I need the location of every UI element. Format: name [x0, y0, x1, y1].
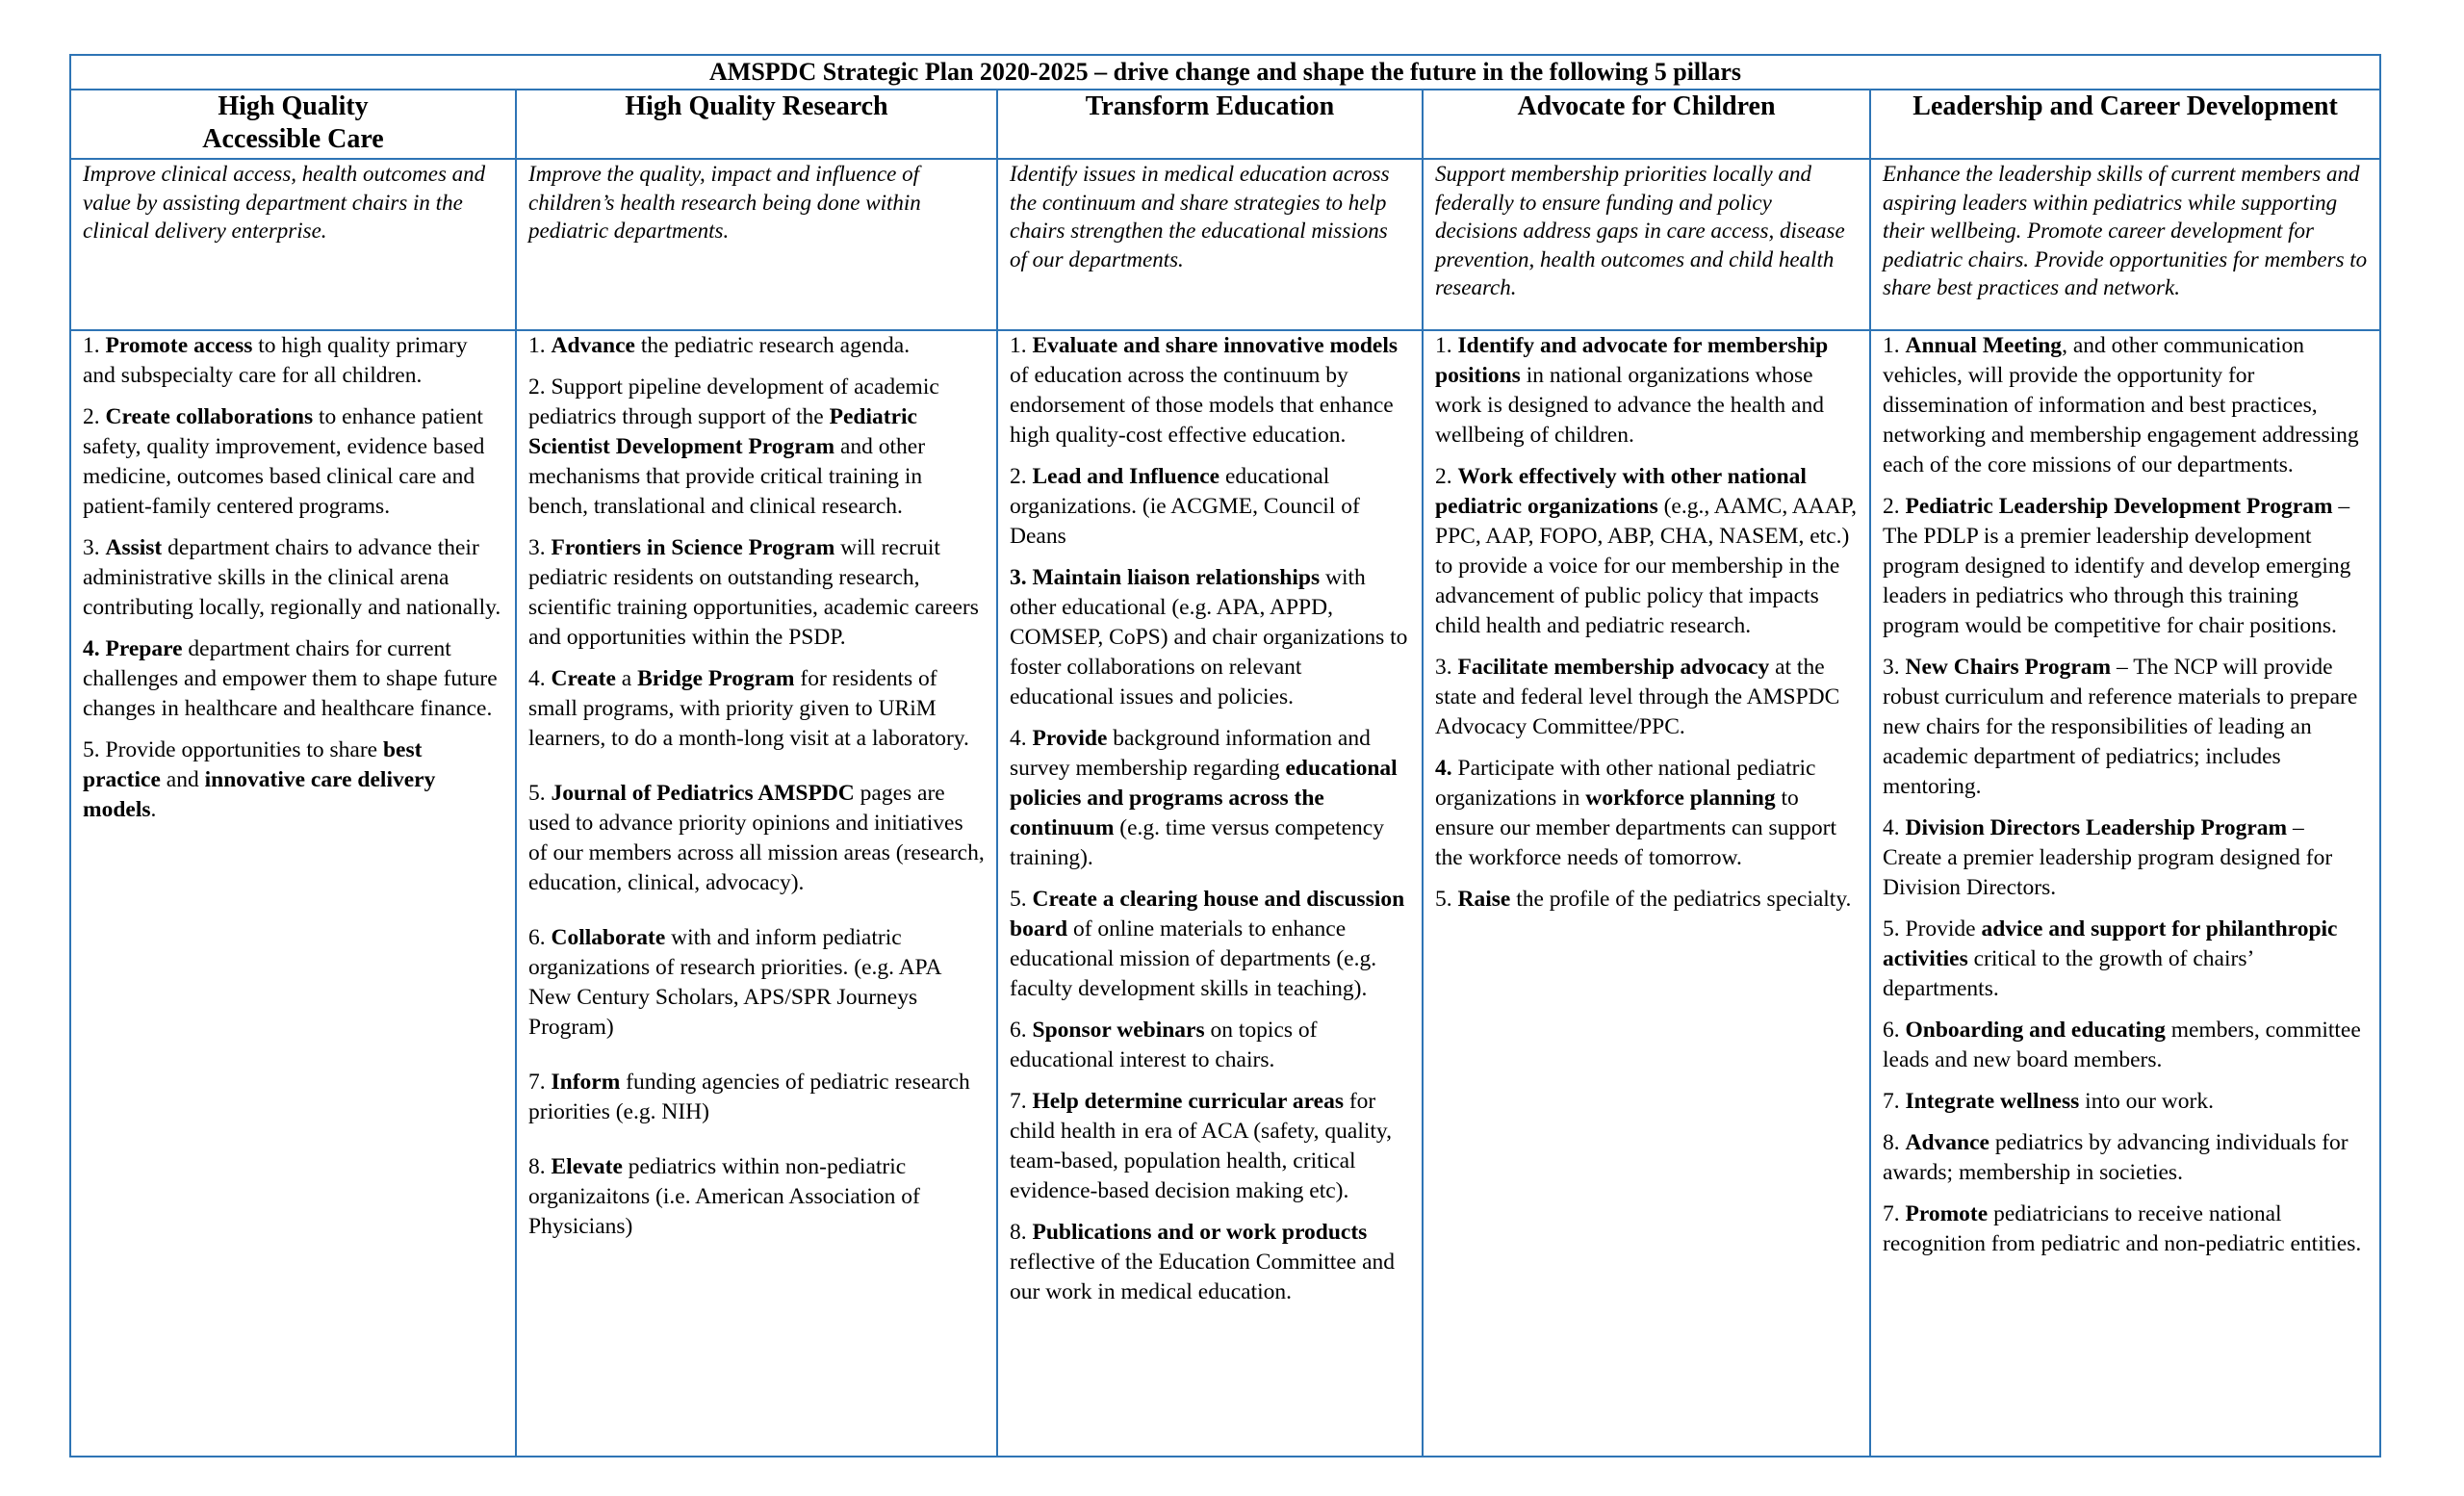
pillar-items-advocacy [1423, 330, 1870, 1457]
item-spacer [528, 910, 985, 923]
pillar-item [528, 779, 985, 898]
item-text: 6. [528, 925, 552, 950]
item-text: on topics of educational interest to chairs. [1010, 1018, 1318, 1072]
item-text: 5. [1010, 887, 1033, 912]
item-bold-text: 3. Maintain liaison relationships [1010, 565, 1321, 590]
item-bold-text: New Chairs Program [1905, 655, 2112, 680]
item-bold-text: innovative care delivery models [83, 767, 436, 822]
item-bold-text: Lead and Influence [1032, 464, 1220, 489]
item-text: 4. [528, 666, 552, 691]
item-text: 1. [1883, 333, 1906, 358]
item-text: to ensure our member departments can support the workforce needs of tomorrow. [1435, 786, 1836, 870]
pillar-item [528, 1068, 985, 1127]
item-text: . [150, 797, 157, 822]
pillar-item [528, 923, 985, 1043]
pillar-item [83, 735, 503, 825]
item-bold-text: Onboarding and educating [1905, 1018, 2166, 1043]
item-text: (e.g., AAMC, AAAP, PPC, AAP, FOPO, ABP, CHA, NASEM, etc.) to provide a voice for our membership in the advancement of public policy that impacts child health and pediatric research. [1435, 494, 1858, 638]
item-text: will recruit pediatric residents on outstanding research, scientific training opportunities, academic careers and opportunities within the PSDP. [528, 535, 979, 650]
item-text: background information and survey membership regarding [1010, 726, 1371, 781]
pillar-header-leadership: Leadership and Career Development [1870, 90, 2380, 159]
item-text: 1. [1435, 333, 1458, 358]
item-bold-text: best practice [83, 737, 423, 792]
pillar-item [1010, 1087, 1410, 1206]
item-bold-text: Inform [551, 1070, 621, 1095]
item-text: to high quality primary and subspecialty care for all children. [83, 333, 468, 388]
strategic-plan-table [69, 54, 2381, 1457]
item-text: 3. [83, 535, 106, 560]
pillar-item [83, 533, 503, 623]
pillar-item [1883, 1199, 2368, 1259]
item-bold-text: Work effectively with other national pediatric organizations [1435, 464, 1807, 519]
pillar-items-research [516, 330, 997, 1457]
item-bold-text: Facilitate membership advocacy [1457, 655, 1770, 680]
pillar-item [1883, 1087, 2368, 1117]
item-text: the pediatric research agenda. [634, 333, 911, 358]
item-bold-text: advice and support for philanthropic activities [1883, 916, 2338, 971]
pillar-description-row [70, 159, 2380, 330]
pillar-item [1010, 331, 1410, 451]
item-text: critical to the growth of chairs’ departments. [1883, 946, 2253, 1001]
item-bold-text: Journal of Pediatrics AMSPDC [551, 781, 855, 806]
pillar-description-advocacy: Support membership priorities locally and federally to ensure funding and policy decisions address gaps in care access, disease prevention, health outcomes and child health research. [1423, 159, 1870, 330]
item-text: of education across the continuum by endorsement of those models that enhance high quality-cost effective education. [1010, 363, 1394, 448]
item-bold-text: Frontiers in Science Program [551, 535, 835, 560]
pillar-item [1010, 724, 1410, 873]
pillar-item [1883, 813, 2368, 903]
pillar-description-clinical-care: Improve clinical access, health outcomes and value by assisting department chairs in the clinical delivery enterprise. [70, 159, 516, 330]
item-bold-text: Raise [1457, 887, 1511, 912]
item-text: 2. [1010, 464, 1033, 489]
pillar-item [1883, 653, 2368, 802]
pillar-item [83, 634, 503, 724]
item-text: department chairs to advance their administrative skills in the clinical arena contributing locally, regionally and nationally. [83, 535, 501, 620]
item-text: 8. [528, 1154, 552, 1179]
pillar-item [528, 664, 985, 754]
item-text: Participate with other national pediatric organizations in [1435, 756, 1816, 811]
item-text: 2. [1883, 494, 1906, 519]
item-text: 6. [1883, 1018, 1906, 1043]
item-text: 2. [83, 404, 106, 429]
pillar-header-row [70, 90, 2380, 159]
item-text: members, committee leads and new board members. [1883, 1018, 2361, 1072]
item-text: 8. [1010, 1220, 1033, 1245]
pillar-item [528, 533, 985, 653]
item-text: with other educational (e.g. APA, APPD, COMSEP, CoPS) and chair organizations to foster collaborations on relevant educational issues and policies. [1010, 565, 1408, 709]
pillar-items-row [70, 330, 2380, 1457]
item-text: – The PDLP is a premier leadership development program designed to identify and develop emerging leaders in pediatrics who through this training program would be competitive for chair positions. [1883, 494, 2351, 638]
pillar-item [83, 402, 503, 522]
pillar-item [1010, 1016, 1410, 1075]
item-text: 8. [1883, 1130, 1906, 1155]
pillar-items-education [997, 330, 1423, 1457]
item-text: a [615, 666, 638, 691]
pillar-item [1883, 1016, 2368, 1075]
pillar-item [1435, 653, 1858, 742]
item-text: reflective of the Education Committee and our work in medical education. [1010, 1250, 1396, 1304]
item-bold-text: Publications and or work products [1032, 1220, 1368, 1245]
item-bold-text: 4. Prepare [83, 636, 183, 661]
item-bold-text: Create collaborations [105, 404, 314, 429]
item-text: 1. [1010, 333, 1033, 358]
pillar-item [1010, 563, 1410, 712]
item-text: 7. [1883, 1201, 1906, 1226]
item-bold-text: Provide [1032, 726, 1108, 751]
item-bold-text: workforce planning [1585, 786, 1776, 811]
item-bold-text: 4. [1435, 756, 1452, 781]
pillar-items-clinical-care [70, 330, 516, 1457]
item-text: – Create a premier leadership program designed for Division Directors. [1883, 815, 2333, 900]
item-text: department chairs for current challenges and empower them to shape future changes in healthcare and healthcare finance. [83, 636, 498, 721]
item-text: pediatricians to receive national recognition from pediatric and non-pediatric entities. [1883, 1201, 2362, 1256]
table-title: AMSPDC Strategic Plan 2020-2025 – drive change and shape the future in the following 5 pillars [70, 55, 2380, 90]
item-text: 2. [1435, 464, 1458, 489]
item-text: the profile of the pediatrics specialty. [1510, 887, 1852, 912]
item-bold-text: Elevate [551, 1154, 623, 1179]
pillar-item [1435, 885, 1858, 915]
item-spacer [528, 765, 985, 779]
pillar-item [1883, 331, 2368, 480]
pillar-item [528, 331, 985, 361]
pillar-header-advocacy: Advocate for Children [1423, 90, 1870, 159]
item-bold-text: Promote access [105, 333, 253, 358]
item-text: pediatrics by advancing individuals for awards; membership in societies. [1883, 1130, 2348, 1185]
item-text: 4. [1883, 815, 1906, 840]
item-bold-text: Division Directors Leadership Program [1905, 815, 2288, 840]
item-text: at the state and federal level through the AMSPDC Advocacy Committee/PPC. [1435, 655, 1840, 739]
pillar-item [1435, 331, 1858, 451]
item-text: to enhance patient safety, quality improvement, evidence based medicine, outcomes based clinical care and patient-family centered programs. [83, 404, 485, 519]
item-text: , and other communication vehicles, will provide the opportunity for dissemination of information and best practices, networking and membership engagement addressing each of the core missions of our departments. [1883, 333, 2359, 477]
item-bold-text: Integrate wellness [1905, 1089, 2080, 1114]
item-text: 3. [1435, 655, 1458, 680]
pillar-item [1883, 492, 2368, 641]
item-text: (e.g. time versus competency training). [1010, 815, 1384, 870]
item-text: 3. [528, 535, 552, 560]
pillar-item [1010, 885, 1410, 1004]
item-text: pediatrics within non-pediatric organizaitons (i.e. American Association of Physicians) [528, 1154, 920, 1239]
pillar-header-clinical-care [70, 90, 516, 159]
pillar-header-research: High Quality Research [516, 90, 997, 159]
item-text: for residents of small programs, with priority given to URiM learners, to do a month-long visit at a laboratory. [528, 666, 969, 751]
item-spacer [528, 1139, 985, 1152]
pillar-item [1010, 1218, 1410, 1307]
pillar-description-research: Improve the quality, impact and influence of children’s health research being done within pediatric departments. [516, 159, 997, 330]
item-bold-text: Sponsor webinars [1032, 1018, 1205, 1043]
item-text: 5. Provide opportunities to share [83, 737, 383, 762]
item-text: educational organizations. (ie ACGME, Council of Deans [1010, 464, 1360, 549]
pillar-item [83, 331, 503, 391]
item-text: pages are used to advance priority opinions and initiatives of our members across all mission areas (research, education, clinical, advocacy). [528, 781, 985, 895]
item-bold-text: Bridge Program [637, 666, 795, 691]
pillar-item [1435, 754, 1858, 873]
item-text: 6. [1010, 1018, 1033, 1043]
item-text: 5. Provide [1883, 916, 1982, 941]
pillar-header-line: High Quality [218, 91, 369, 121]
item-bold-text: Promote [1905, 1201, 1989, 1226]
item-text: 2. Support pipeline development of academic pediatrics through support of the [528, 374, 939, 429]
pillar-description-education: Identify issues in medical education across the continuum and share strategies to help chairs strengthen the educational missions of our departments. [997, 159, 1423, 330]
strategic-plan-page [69, 54, 2379, 1457]
item-text: into our work. [2079, 1089, 2214, 1114]
item-text: 4. [1010, 726, 1033, 751]
item-bold-text: Annual Meeting [1905, 333, 2063, 358]
item-text: 5. [1435, 887, 1458, 912]
item-bold-text: Pediatric Scientist Development Program [528, 404, 917, 459]
item-text: with and inform pediatric organizations of research priorities. (e.g. APA New Century Scholars, APS/SPR Journeys Program) [528, 925, 941, 1040]
item-text: 1. [528, 333, 552, 358]
item-text: funding agencies of pediatric research priorities (e.g. NIH) [528, 1070, 970, 1124]
item-text: – The NCP will provide robust curriculum and reference materials to prepare new chairs for the responsibilities of leading an academic department of pediatrics; includes mentoring. [1883, 655, 2358, 799]
item-spacer [528, 1054, 985, 1068]
pillar-header-education: Transform Education [997, 90, 1423, 159]
item-text: 1. [83, 333, 106, 358]
pillar-items-leadership [1870, 330, 2380, 1457]
pillar-item [1010, 462, 1410, 552]
pillar-item [1883, 915, 2368, 1004]
item-bold-text: Evaluate and share innovative models [1032, 333, 1399, 358]
item-bold-text: Pediatric Leadership Development Program [1905, 494, 2333, 519]
pillar-header-line: Accessible Care [202, 124, 384, 154]
item-text: 5. [528, 781, 552, 806]
item-bold-text: Create [551, 666, 616, 691]
item-text: 7. [1010, 1089, 1033, 1114]
item-text: 3. [1883, 655, 1906, 680]
item-bold-text: Create a clearing house and discussion board [1010, 887, 1405, 941]
item-text: and [160, 767, 205, 792]
item-bold-text: Help determine curricular areas [1032, 1089, 1344, 1114]
pillar-item [1435, 462, 1858, 641]
pillar-description-leadership: Enhance the leadership skills of current members and aspiring leaders within pediatrics while supporting their wellbeing. Promote career development for pediatric chairs. Provide opportunities for members to share best practices and network. [1870, 159, 2380, 330]
item-bold-text: educational policies and programs across the continuum [1010, 756, 1398, 840]
item-bold-text: Collaborate [551, 925, 666, 950]
item-bold-text: Assist [105, 535, 163, 560]
pillar-item [528, 373, 985, 522]
item-text: 7. [1883, 1089, 1906, 1114]
item-text: and other mechanisms that provide critical training in bench, translational and clinical research. [528, 434, 926, 519]
item-text: 7. [528, 1070, 552, 1095]
item-text: for child health in era of ACA (safety, quality, team-based, population health, critical evidence-based decision making etc). [1010, 1089, 1392, 1203]
item-bold-text: Identify and advocate for membership positions [1435, 333, 1829, 388]
pillar-item [528, 1152, 985, 1242]
pillar-item [1883, 1128, 2368, 1188]
item-bold-text: Advance [1905, 1130, 1989, 1155]
item-bold-text: Advance [551, 333, 635, 358]
item-text: in national organizations whose work is designed to advance the health and wellbeing of children. [1435, 363, 1824, 448]
item-text: of online materials to enhance educational mission of departments (e.g. faculty development skills in teaching). [1010, 916, 1377, 1001]
